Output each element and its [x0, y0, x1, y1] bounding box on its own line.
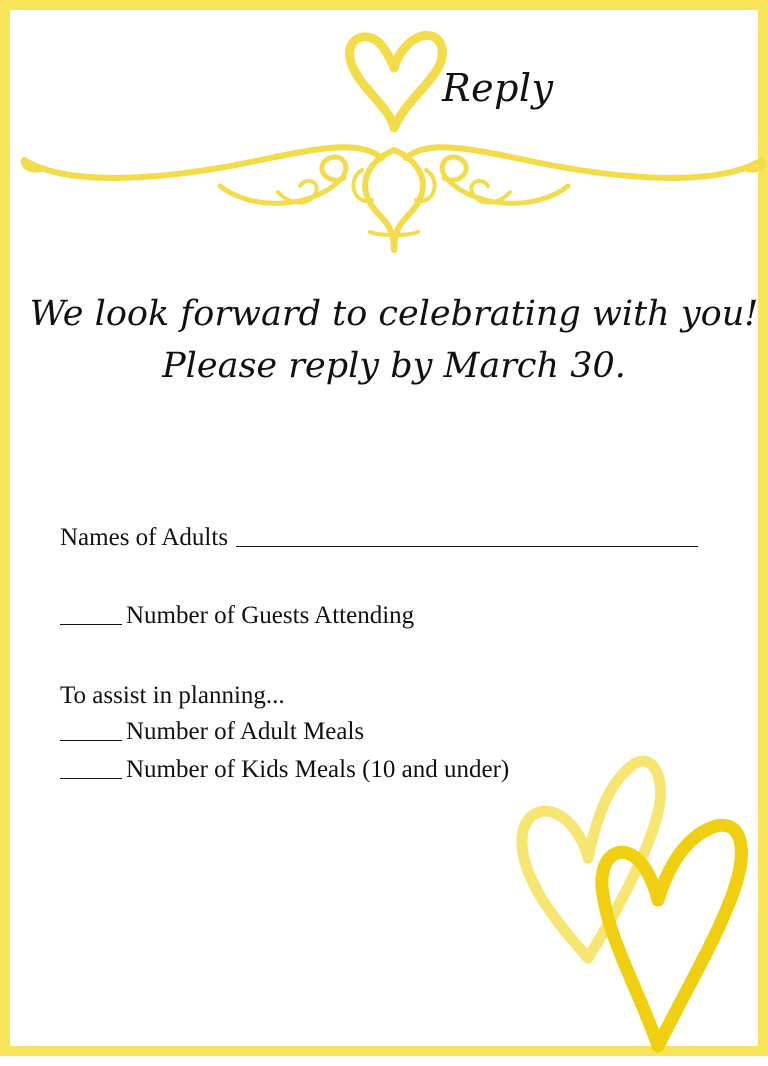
adults-name-field[interactable] [236, 545, 698, 547]
kids-meals-label: Number of Kids Meals (10 and under) [126, 756, 510, 783]
guests-count-field[interactable] [60, 623, 122, 625]
planning-label: To assist in planning... [60, 682, 285, 709]
headline-line-1: We look forward to celebrating with you! [29, 294, 759, 334]
kids-meals-field[interactable] [60, 777, 122, 779]
adults-row [60, 524, 698, 552]
kids-meals-row [60, 756, 509, 784]
adult-meals-row [60, 718, 364, 746]
guests-row [60, 602, 414, 630]
top-heart-icon [350, 35, 443, 128]
adult-meals-field[interactable] [60, 739, 122, 741]
headline-line-2: Please reply by March 30. [162, 346, 626, 386]
top-scroll-ornament [10, 10, 768, 290]
double-hearts-icon [490, 730, 768, 1066]
adults-label: Names of Adults [60, 524, 229, 551]
reply-title: Reply [442, 66, 554, 110]
planning-row [60, 682, 285, 710]
adult-meals-label: Number of Adult Meals [126, 718, 365, 745]
guests-label: Number of Guests Attending [126, 602, 415, 629]
headline [10, 288, 768, 392]
